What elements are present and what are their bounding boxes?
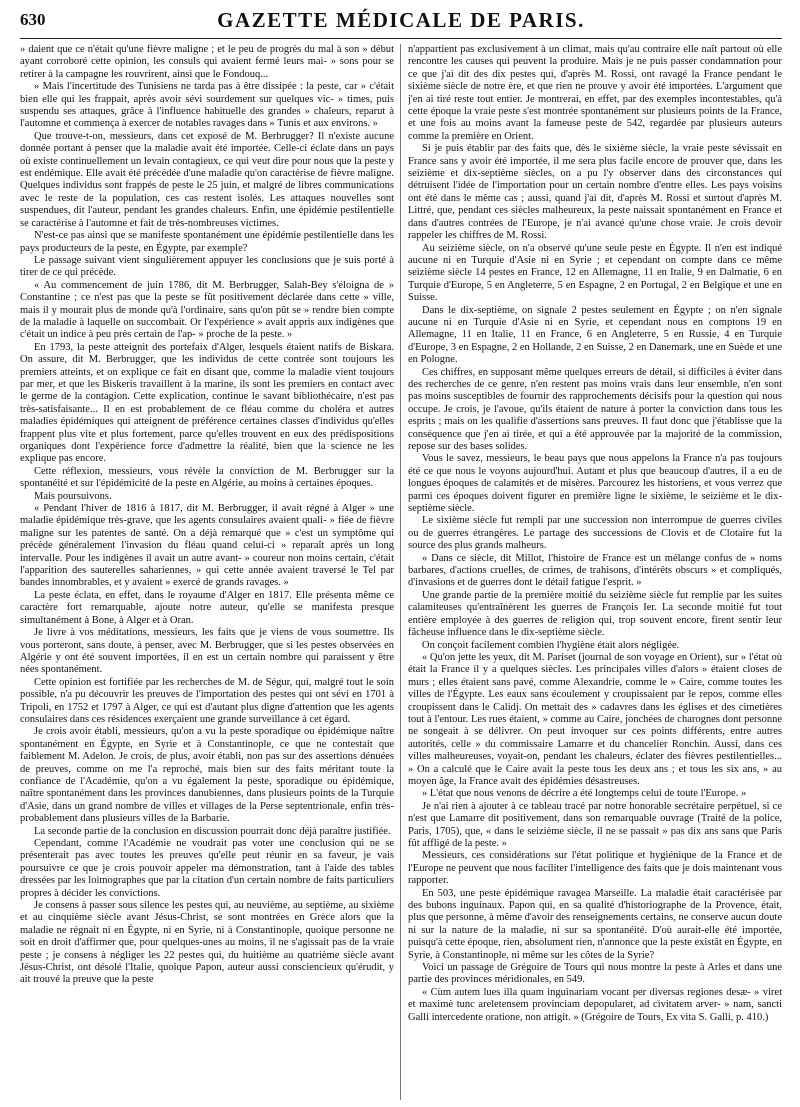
quote-paragraph: « Cùm autem lues illa quam inguinariam vocant per diversas regiones desæ- » viret et maximè tunc areletensem provinciam depopularet, ad civitatem arver- » nam, sancti Galli intercedente oratione, non attigit. » (Grégoire de Tours, Ex vita S. Galli, p. 410.) bbox=[408, 986, 782, 1023]
right-column bbox=[408, 44, 782, 1100]
paragraph: On conçoit facilement combien l'hygiène était alors négligée. bbox=[422, 639, 680, 651]
paragraph: Messieurs, ces considérations sur l'état politique et hygiénique de la France et de l'Europe ne peuvent que nous faciliter l'intelligence des faits que je dois maintenant vous rapporter. bbox=[408, 850, 782, 887]
paragraph: Je consens à passer sous silence les pestes qui, au neuvième, au septième, au sixième et au cinquième siècle avant Jésus-Christ, se sont montrées en Grèce alors que la maladie ne régnait ni en Égypte, ni en Syrie, ni à Constantinople, quoique personne ne soit en droit d'affirmer que, pour quelques-unes au moins, il ne s'agissait pas de la vraie peste ; je consens à négliger les 22 pestes qui, du huitième au quatrième siècle avant Jésus-Christ, ont désolé l'Italie, quoique Papon, auteur aussi consciencieux qu'érudit, y ait trouvé la preuve que la peste bbox=[20, 900, 394, 986]
paragraph: Je livre à vos méditations, messieurs, les faits que je viens de vous soumettre. Ils vous porteront, sans doute, à penser, avec M. Berbrugger, que si les pestes observées en Algérie y ont été souvent importées, il en est un certain nombre qui paraissent y être nées spontanément. bbox=[20, 627, 394, 676]
paragraph: » Mais l'incertitude des Tunisiens ne tarda pas à être dissipée : la peste, car » c'était bien elle qui les frappait, après avoir sévi sourdement sur quelques vic- » times, puis suspendu ses attaques, grâce à l'influence habituelle des grandes » chaleurs, reparut à l'automne et commença à exercer de notables ravages dans » Tunis et aux environs. » bbox=[20, 81, 394, 130]
paragraph: Cependant, comme l'Académie ne voudrait pas voter une conclusion qui ne se présenterait pas avec toutes les preuves qu'elle peut réunir en sa faveur, je vais poursuivre ce que je crois pouvoir appeler ma démonstration, tant à l'aide des tables dressées par les loimographes que par la citation d'un certain nombre de faits particuliers propres à décider les convictions. bbox=[20, 838, 394, 899]
paragraph: Voici un passage de Grégoire de Tours qui nous montre la peste à Arles et dans une partie des provinces méridionales, en 549. bbox=[408, 962, 782, 986]
quote-paragraph: « Dans ce siècle, dit Millot, l'histoire de France est un mélange confus de » noms barbares, d'actions cruelles, de crimes, de trahisons, d'intérêts obscurs » et compliqués, d'invasions et de guerres dont le détail fatigue l'esprit. » bbox=[408, 552, 782, 589]
paragraph: Que trouve-t-on, messieurs, dans cet exposé de M. Berbrugger? Il n'existe aucune donnée portant à penser que la maladie avait été importée. Celle-ci éclate dans un pays où existe continuellement un levain contagieux, ce qui veut dire pour nous que la peste y est endémique. Elle avait été précédée d'une maladie qu'on caractérise de fièvre maligne. Quelques individus sont frappés de peste le 25 juin, et malgré de libres communications avec le reste de la population, ces cas restent isolés. Les attaques nouvelles sont suspendues, dit l'auteur, pendant les grandes chaleurs. Enfin, une épidémie pestilentielle se caractérise à l'automne et fait de très-nombreuses victimes. bbox=[20, 130, 394, 229]
paragraph: En 1793, la peste atteignit des portefaix d'Alger, lesquels étaient natifs de Biskara. On assure, dit M. Berbrugger, que les individus de cette contrée sont toujours les premiers atteints, et on explique ce fait en disant que, comme la maladie vient toujours par mer, et que les Biskeris travaillent à la marine, ils sont les premiers en contact avec le germe de la contagion. Cette explication, continue le savant bibliothécaire, n'est pas très-satisfaisante... Il en est probablement de ce fléau comme du choléra et autres maladies épidémiques qui atteignent de préférence certaines classes d'individus qu'elles frappent plus vite et plus fortement, parce qu'elles trouvent en eux des prédispositions organiques dont l'expérience force d'admettre la réalité, bien que la science ne les explique pas encore. bbox=[20, 341, 394, 465]
page-header bbox=[20, 8, 782, 39]
left-column bbox=[20, 44, 394, 1100]
page-number: 630 bbox=[20, 10, 46, 29]
paragraph: Au seizième siècle, on n'a observé qu'une seule peste en Égypte. Il n'en est indiqué aucune ni en Turquie d'Asie ni en Syrie ; et cependant on compte dans ce même seizième siècle 14 pestes en France, 12 en Allemagne, 11 en Italie, 9 en Dalmatie, 6 en Turquie d'Europe, 5 en Angleterre, 5 en Espagne, 2 en Portugal, 2 en Belgique et une en Suisse. bbox=[408, 242, 782, 304]
paragraph: Dans le dix-septième, on signale 2 pestes seulement en Égypte ; on n'en signale aucune ni en Turquie d'Asie ni en Syrie, et cependant nous en comptons 19 en Allemagne, 11 en Italie, 11 en France, 6 en Angleterre, 5 en Russie, 4 en Turquie d'Europe, 3 en Espagne, 2 en Hollande, 2 en Suisse, 2 en Danemark, une en Suède et une en Pologne. bbox=[408, 304, 782, 366]
paragraph: Je n'ai rien à ajouter à ce tableau tracé par notre honorable secrétaire perpétuel, si ce n'est que Lamarre dit positivement, dans son remarquable ouvrage (Traité de la police, Paris, 1705), que, « dans le seizième siècle, il ne se passait » pas dix ans sans que Paris fût affligé de la peste. » bbox=[408, 800, 782, 849]
paragraph: Vous le savez, messieurs, le beau pays que nous appelons la France n'a pas toujours été ce que nous le voyons aujourd'hui. Autant et plus que beaucoup d'autres, il a eu de longues époques de calamités et de misères. Parcourez les historiens, et vous verrez que parmi ces époques doivent figurer en première ligne le sixième, le seizième et le dix-septième siècle. bbox=[408, 453, 782, 515]
paragraph: Je crois avoir établi, messieurs, qu'on a vu la peste sporadique ou épidémique naître spontanément en Égypte, en Syrie et à Constantinople, ce que ne contestait que faiblement M. Adelon. Je crois, de plus, avoir établi, non pas sur des assertions dénuées de preuves, comme on me l'a reproché, mais bien sur des faits méritant toute la confiance de l'Académie, qu'on a vu également la peste, sporadique ou épidémique, naître spontanément dans les provinces danubiennes, dans plusieurs points de la Turquie d'Asie, dans un grand nombre de villes et villages de la Perse septentrionale, enfin très-probablement dans plusieurs villes de la Barbarie. bbox=[20, 726, 394, 825]
paragraph: La peste éclata, en effet, dans le royaume d'Alger en 1817. Elle présenta même ce caractère fort remarquable, ajoute notre auteur, qu'elle se manifesta presque simultanément à Bone, à Alger et à Oran. bbox=[20, 589, 394, 626]
paragraph: Cette opinion est fortifiée par les recherches de M. de Ségur, qui, malgré tout le soin possible, n'a pu découvrir les preuves de l'importation des pestes qui ont sévi en 1701 à Tripoli, en 1752 et 1797 à Alger, ce qui est d'autant plus digne d'attention que les agents consulaires dans ces résidences exerçaient une grande surveillance à cet égard. bbox=[20, 676, 394, 725]
paragraph: En 503, une peste épidémique ravagea Marseille. La maladie était caractérisée par des bubons inguinaux. Papon qui, en sa qualité d'historiographe de la Provence, était, plus que personne, à même d'avoir des renseignements certains, ne conserve aucun doute ni sur la nature de la maladie, ni sur sa spontanéité. D'où aurait-elle été importée, puisqu'à cette époque, rien, absolument rien, n'annonce que la peste existât en Égypte, en Syrie, à Constantinople, ni même sur les côtes de la Syrie? bbox=[408, 887, 782, 961]
paragraph: Cette réflexion, messieurs, vous révèle la conviction de M. Berbrugger sur la spontanéité et sur l'épidémicité de la peste en Algérie, au moins à certaines époques. bbox=[20, 465, 394, 490]
quote-paragraph: » L'état que nous venons de décrire a été longtemps celui de toute l'Europe. » bbox=[422, 788, 747, 800]
paragraph: Le sixième siècle fut rempli par une succession non interrompue de guerres civiles ou de guerres étrangères. Le partage des successions de Clovis et de Clotaire fut la source des plus grands malheurs. bbox=[408, 515, 782, 552]
paragraph: Si je puis établir par des faits que, dès le sixième siècle, la vraie peste sévissait en France sans y avoir été importée, il me sera plus facile encore de prouver que, dans les seizième et dix-septième siècles, on a pu l'y observer dans des circonstances qui détruisent l'idée de l'importation pour un certain nombre d'entre elles. Les pays voisins ont été dans le même cas ; aussi, quand j'ai dit, d'après M. Rossi et surtout d'après M. Littré, que, pendant ces siècles malheureux, la peste naissait spontanément en France et dans d'autres contrées de l'Europe, je n'ai avancé qu'une chose vraie. Je crois devoir rappeler les chiffres de M. Rossi. bbox=[408, 143, 782, 242]
paragraph: Ces chiffres, en supposant même quelques erreurs de détail, si difficiles à éviter dans des recherches de ce genre, n'en restent pas moins vrais dans leur ensemble, n'en sont pas moins susceptibles de fournir des rapprochements décisifs pour la question qui nous occupe. Je crois, je l'avoue, qu'ils étaient de nature à porter la conviction dans tous les esprits ; mais on les qualifie d'assertions sans preuves. Il faut donc que j'établisse que la conséquence que j'en ai tirée, et qui a été approuvée par la majorité de la commission, repose sur des bases solides. bbox=[408, 366, 782, 452]
quote-paragraph: « Pendant l'hiver de 1816 à 1817, dit M. Berbrugger, il avait régné à Alger » une maladie épidémique très-grave, que les agents consulaires avaient quali- » fiée de fièvre maligne sur les patentes de santé. On a déjà remarqué que » c'est un symptôme qui précède généralement l'invasion du fléau quand celui-ci » reparaît après un long intervalle. Pour les indigènes il avait un autre avant- » coureur non moins certain, c'était l'apparition des sauterelles sahariennes, » qui cette année avaient traversé le Tel par bandes innombrables, et y avaient » exercé de grands ravages. » bbox=[20, 503, 394, 589]
quote-paragraph: « Au commencement de juin 1786, dit M. Berbrugger, Salah-Bey s'éloigna de » Constantine ; ce n'est pas que la peste se fût positivement déclarée dans cette » ville, mais il y mourait plus de monde qu'à l'ordinaire, sans qu'on pût se » rendre bien compte de la maladie à laquelle on succombait. Or l'expérience » avait appris aux indigènes que c'était un indice à peu près certain de l'ap- » proche de la peste. » bbox=[20, 279, 394, 341]
paragraph: Mais poursuivons. bbox=[34, 490, 112, 502]
paragraph: La seconde partie de la conclusion en discussion pourrait donc déjà paraître justifiée. bbox=[34, 825, 391, 837]
paragraph: N'est-ce pas ainsi que se manifeste spontanément une épidémie pestilentielle dans les pays producteurs de la peste, en Égypte, par exemple? bbox=[20, 230, 394, 254]
paragraph: n'appartient pas exclusivement à un climat, mais qu'au contraire elle naît partout où elle rencontre les causes qui peuvent la produire. Mais je ne puis passer condamnation pour ce que j'ai dit des dix pestes qui, d'après M. Rossi, ont ravagé la France pendant le sixième siècle de notre ère, et que rien ne prouve y avoir été importées. L'argument que j'en ai tiré reste tout entier. Je montrerai, en effet, par des exemples incontestables, qu'à cette époque la vraie peste s'est montrée spontanément sur plusieurs points de la France, et une fois au moins avant la fameuse peste de 542, regardée par plusieurs auteurs comme la première en Orient. bbox=[408, 44, 782, 142]
paragraph: Une grande partie de la première moitié du seizième siècle fut remplie par les suites calamiteuses qu'entraînèrent les guerres de François Ier. La seconde moitié fut tout entière employée à des guerres de religion qui, trop souvent encore, firent sentir leur fâcheuse influence dans le dix-septième siècle. bbox=[408, 589, 782, 639]
paragraph: Le passage suivant vient singulièrement appuyer les conclusions que je suis porté à tirer de ce qui précède. bbox=[20, 254, 394, 279]
journal-title: GAZETTE MÉDICALE DE PARIS. bbox=[217, 8, 585, 32]
column-divider bbox=[400, 44, 401, 1100]
paragraph: » daient que ce n'était qu'une fièvre maligne ; et le peu de progrès du mal à son » début ayant corroboré cette opinion, les consuls qui avaient fermé leurs mai- » sons pour se retirer à la campagne les rouvrirent, ainsi que le Fondouq... bbox=[20, 44, 394, 80]
quote-paragraph: « Qu'on jette les yeux, dit M. Pariset (journal de son voyage en Orient), sur » l'état où était la France il y a quelques siècles. Les principales villes d'alors » étaient closes de murs ; elles étaient sans pavé, comme Alexandrie, comme le » Caire, comme toutes les villes de l'Égypte. Les eaux sans écoulement y croupissaient par le repos, comme elles croupissent dans le Calidj. On mettait des » cadavres dans les églises et des cimetières tout à l'entour. Les rues étaient, » comme au Caire, jonchées de charognes dont personne ne songeait à se délivrer. On peut invoquer sur ces points différents, entre autres autorités, celle » du commissaire Lamarre et du chancelier Ronchin. Aussi, dans ces villes malheureuses, voyait-on, pendant les chaleurs, éclater des fièvres pestilentielles... » On a calculé que le Caire avait la peste tous les deux ans ; et tous les six ans, » au moyen âge, la France avait des épidémies désastreuses. bbox=[408, 651, 782, 787]
